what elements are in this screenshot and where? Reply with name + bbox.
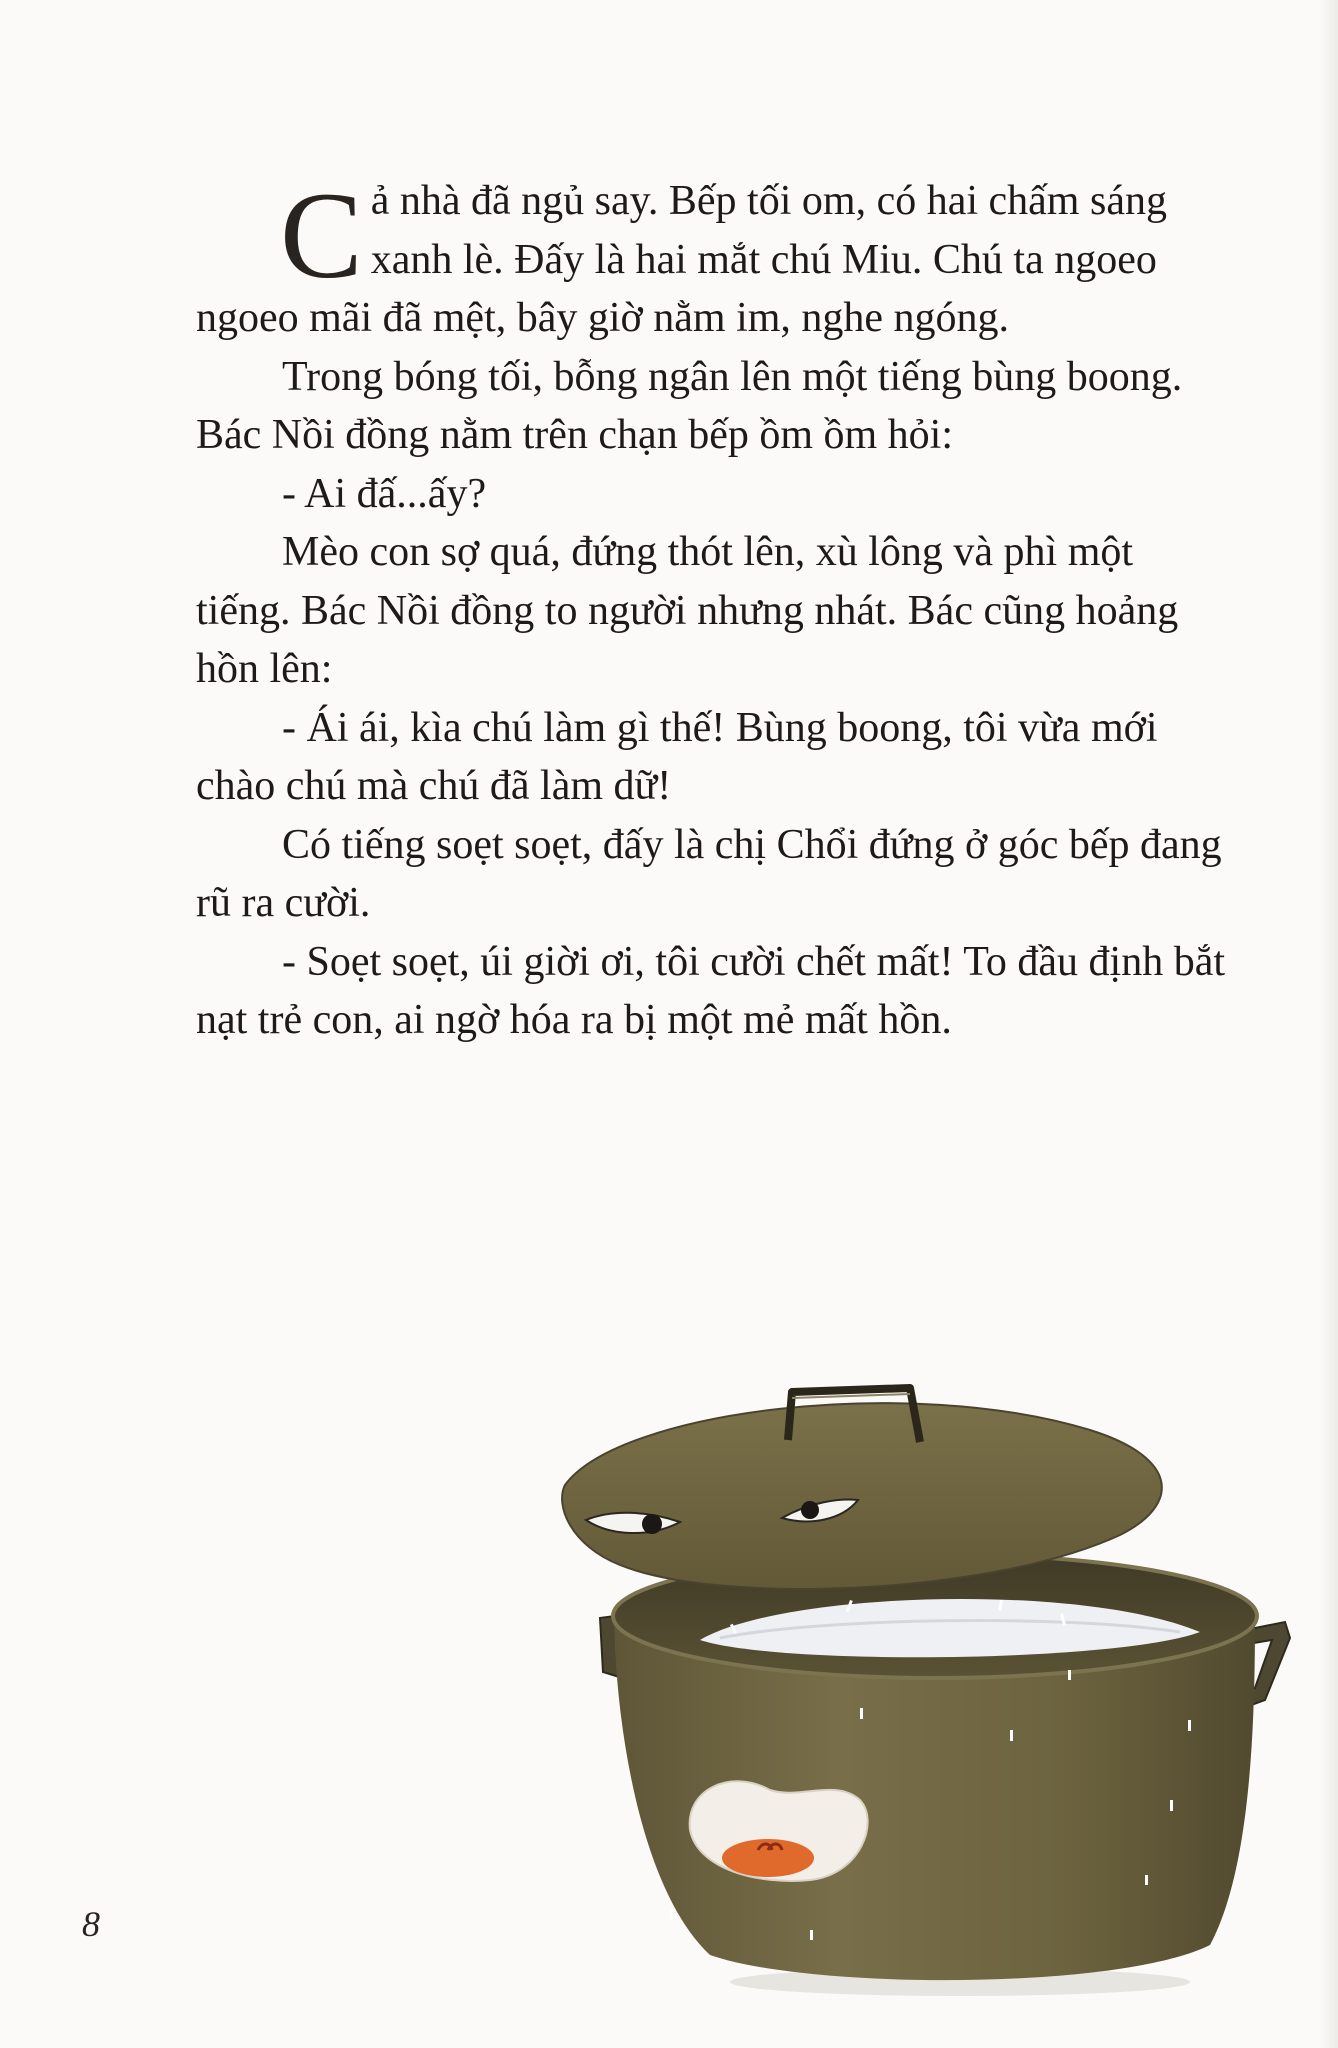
story-paragraph-6: Có tiếng soẹt soẹt, đấy là chị Chổi đứng ở góc bếp đang rũ ra cười. — [196, 821, 1222, 926]
story-paragraph-5: - Ái ái, kìa chú làm gì thế! Bùng boong, tôi vừa mới chào chú mà chú đã làm dữ! — [196, 704, 1158, 809]
story-paragraph-1 — [196, 167, 1226, 348]
pot-illustration-svg — [560, 1370, 1300, 2000]
story-paragraph-3: - Ai đấ...ấy? — [282, 470, 487, 517]
story-paragraph-7: - Soẹt soẹt, úi giời ơi, tôi cười chết mất! To đầu định bắt nạt trẻ con, ai ngờ hóa ra bị một mẻ mất hồn. — [196, 938, 1226, 1043]
pot-illustration — [560, 1370, 1300, 2000]
glint — [860, 1708, 863, 1719]
glint — [1188, 1720, 1191, 1731]
glint — [1010, 1730, 1013, 1741]
glint — [670, 1910, 673, 1920]
drop-cap: C — [280, 167, 363, 304]
page-edge — [1320, 0, 1338, 2048]
story-paragraph-4: Mèo con sợ quá, đứng thót lên, xù lông và phì một tiếng. Bác Nồi đồng to người nhưng nhát. Bác cũng hoảng hồn lên: — [196, 529, 1179, 692]
story-text — [196, 167, 1226, 1050]
glint — [1145, 1875, 1148, 1885]
paragraph-text-1: ả nhà đã ngủ say. Bếp tối om, có hai chấm sáng xanh lè. Đấy là hai mắt chú Miu. Chú ta ngoeo ngoeo mãi đã mệt, bây giờ nằm im, nghe ngóng. — [196, 178, 1167, 341]
page-number: 8 — [82, 1904, 100, 1944]
story-paragraph-2: Trong bóng tối, bỗng ngân lên một tiếng bùng boong. Bác Nồi đồng nằm trên chạn bếp ồm ồm hỏi: — [196, 353, 1183, 458]
right-pupil — [801, 1501, 819, 1519]
glint — [1170, 1800, 1173, 1811]
glint — [810, 1930, 813, 1940]
left-pupil — [642, 1514, 662, 1534]
glint — [1068, 1670, 1071, 1680]
